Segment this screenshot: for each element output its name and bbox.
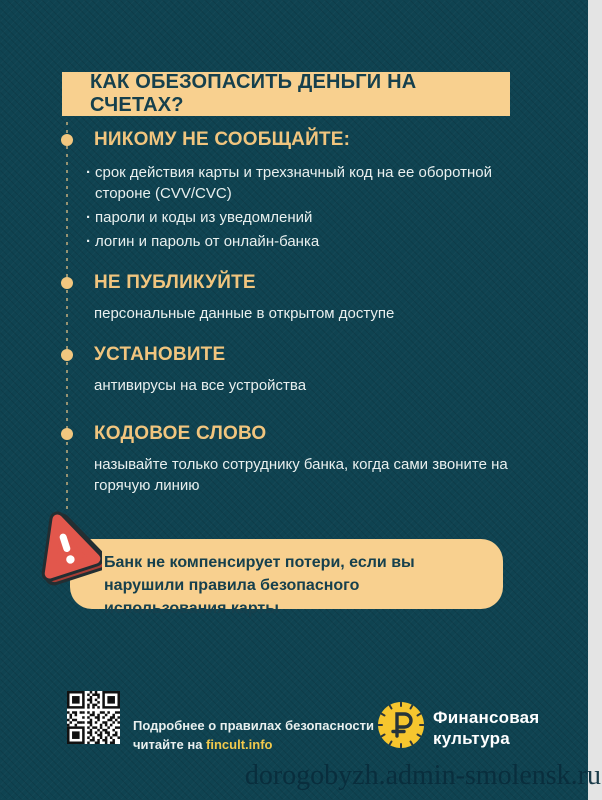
brand-name-line1: Финансовая — [433, 708, 540, 727]
footer-info-line2-prefix: читайте на — [133, 737, 207, 752]
section-heading: УСТАНОВИТЕ — [94, 344, 226, 365]
section-heading: НИКОМУ НЕ СООБЩАЙТЕ: — [94, 129, 351, 150]
fincult-link[interactable]: fincult.info — [206, 737, 273, 752]
dotted-guide-line — [66, 122, 68, 510]
section-heading: НЕ ПУБЛИКУЙТЕ — [94, 272, 256, 293]
section-do-not-publish — [94, 272, 534, 324]
section-install — [94, 344, 534, 396]
section-dot — [61, 277, 73, 289]
footer-info-text — [133, 716, 374, 754]
bullet-list — [86, 162, 534, 252]
warning-text: Банк не компенсирует потери, если вы нарушили правила безопасного использования карты — [104, 554, 415, 617]
warning-callout — [70, 539, 503, 617]
section-dot — [61, 134, 73, 146]
warning-exclamation-icon — [32, 506, 102, 592]
section-body: называйте только сотруднику банка, когда сами звоните на горячую линию — [94, 456, 508, 494]
section-body: антивирусы на все устройства — [94, 377, 307, 394]
page-title: КАК ОБЕЗОПАСИТЬ ДЕНЬГИ НА СЧЕТАХ? — [90, 71, 417, 116]
list-item: · срок действия карты и трехзначный код на ее оборотной стороне (CVV/CVC) — [86, 162, 513, 204]
section-dot — [61, 428, 73, 440]
header-band — [62, 72, 510, 116]
list-item: · пароли и коды из уведомлений — [86, 207, 513, 228]
list-item: · логин и пароль от онлайн-банка — [86, 231, 513, 252]
ruble-coin-icon — [377, 701, 425, 749]
watermark-url: dorogobyzh.admin-smolensk.ru — [244, 760, 601, 791]
footer-info-line2 — [133, 735, 374, 754]
section-code-word — [94, 423, 534, 496]
footer-info-line1: Подробнее о правилах безопасности — [133, 718, 374, 733]
section-do-not-tell — [94, 129, 534, 255]
section-body: персональные данные в открытом доступе — [94, 305, 395, 322]
section-heading: КОДОВОЕ СЛОВО — [94, 423, 267, 444]
brand-name — [433, 707, 539, 749]
qr-code-icon — [67, 691, 120, 744]
section-dot — [61, 349, 73, 361]
page-side-strip — [588, 0, 602, 800]
brand-name-line2: культура — [433, 729, 510, 748]
